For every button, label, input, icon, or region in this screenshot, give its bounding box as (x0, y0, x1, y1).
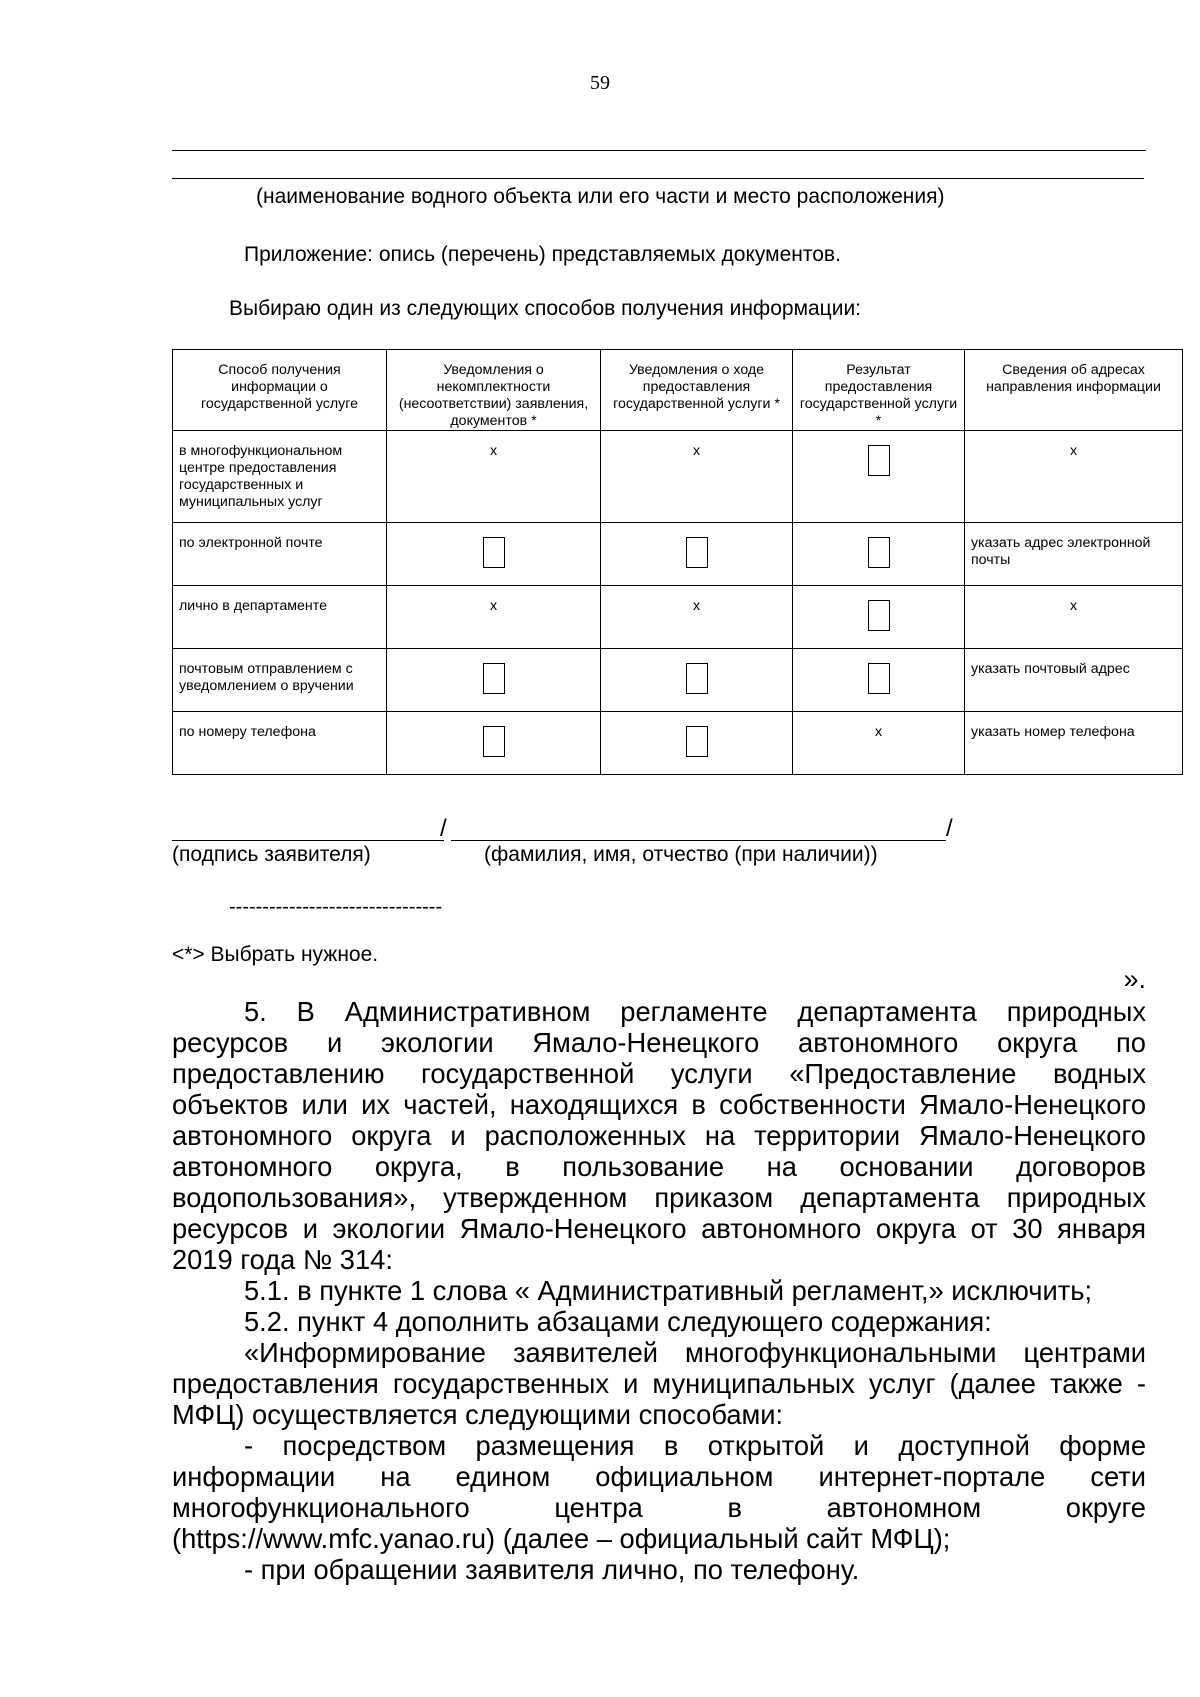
footnote-text: <*> Выбрать нужное. (172, 943, 379, 966)
checkbox-cell (793, 649, 965, 712)
header-addresses: Сведения об адресах направления информации (965, 350, 1183, 431)
underline-top (172, 150, 1146, 151)
header-method: Способ получения информации о государственной услуге (173, 350, 387, 431)
underline-water-object (172, 178, 1144, 179)
paragraph-mfc-info: «Информирование заявителей многофункциональными центрами предоставления государственных и муниципальных услуг (далее также - МФЦ) осуществляется следующими способами: (172, 1337, 1146, 1430)
not-applicable-mark: x (1069, 598, 1078, 614)
method-cell: в многофункциональном центре предоставления государственных и муниципальных услуг (173, 431, 387, 523)
signature-line (172, 840, 444, 841)
not-applicable-cell (601, 431, 793, 523)
option-checkbox[interactable] (686, 537, 708, 568)
amendments-text (172, 996, 1146, 1585)
method-cell: почтовым отправлением с уведомлением о вручении (173, 649, 387, 712)
table-row (173, 712, 1183, 775)
not-applicable-cell (965, 586, 1183, 649)
checkbox-cell (387, 649, 601, 712)
address-instruction-cell: указать почтовый адрес (965, 649, 1183, 712)
table-row (173, 586, 1183, 649)
paragraph-5-2: 5.2. пункт 4 дополнить абзацами следующего содержания: (244, 1306, 992, 1337)
page-number: 59 (590, 72, 610, 94)
checkbox-cell (793, 431, 965, 523)
option-checkbox[interactable] (868, 537, 890, 568)
not-applicable-cell (387, 431, 601, 523)
table-row (173, 649, 1183, 712)
name-line (451, 840, 946, 841)
option-checkbox[interactable] (483, 537, 505, 568)
checkbox-cell (387, 523, 601, 586)
signature-separator-2: / (946, 815, 953, 842)
option-checkbox[interactable] (868, 600, 890, 631)
table-row (173, 523, 1183, 586)
header-incompleteness: Уведомления о некомплектности (несоответствии) заявления, документов * (387, 350, 601, 431)
table-header-row (173, 350, 1183, 431)
method-cell: по электронной почте (173, 523, 387, 586)
not-applicable-mark: x (692, 443, 701, 459)
option-checkbox[interactable] (868, 445, 890, 476)
not-applicable-cell (601, 586, 793, 649)
checkbox-cell (387, 712, 601, 775)
header-progress: Уведомления о ходе предоставления государственной услуги * (601, 350, 793, 431)
checkbox-cell (793, 523, 965, 586)
checkbox-cell (601, 712, 793, 775)
header-result: Результат предоставления государственной услуги * (793, 350, 965, 431)
method-cell: лично в департаменте (173, 586, 387, 649)
not-applicable-cell (965, 431, 1183, 523)
methods-table (172, 349, 1183, 775)
option-checkbox[interactable] (686, 726, 708, 757)
signature-caption: (подпись заявителя) (172, 843, 371, 866)
signature-separator-1: / (440, 815, 447, 842)
checkbox-cell (793, 586, 965, 649)
footnote-separator: -------------------------------- (229, 896, 443, 918)
option-checkbox[interactable] (483, 663, 505, 694)
choose-method-text: Выбираю один из следующих способов получения информации: (229, 297, 862, 320)
table-row (173, 431, 1183, 523)
not-applicable-mark: x (489, 443, 498, 459)
closing-quote: ». (1123, 964, 1146, 994)
not-applicable-cell (793, 712, 965, 775)
address-instruction-cell: указать адрес электронной почты (965, 523, 1183, 586)
paragraph-mfc-website: - посредством размещения в открытой и доступной форме информации на едином официальном интернет-портале сети многофункционального центра в автономном округе (https://www.mfc.yanao.ru) (далее – официальный сайт МФЦ); (172, 1430, 1146, 1554)
not-applicable-cell (387, 586, 601, 649)
checkbox-cell (601, 523, 793, 586)
paragraph-5-1: 5.1. в пункте 1 слова « Административный регламент,» исключить; (244, 1275, 1093, 1306)
method-cell: по номеру телефона (173, 712, 387, 775)
name-caption: (фамилия, имя, отчество (при наличии)) (484, 843, 878, 866)
water-object-caption: (наименование водного объекта или его части и место расположения) (256, 185, 945, 208)
not-applicable-mark: x (874, 724, 883, 740)
address-instruction-cell: указать номер телефона (965, 712, 1183, 775)
attachment-text: Приложение: опись (перечень) представляемых документов. (244, 243, 841, 266)
not-applicable-mark: x (692, 598, 701, 614)
not-applicable-mark: x (1069, 443, 1078, 459)
option-checkbox[interactable] (483, 726, 505, 757)
paragraph-mfc-phone: - при обращении заявителя лично, по телефону. (244, 1554, 860, 1585)
paragraph-5: 5. В Административном регламенте департамента природных ресурсов и экологии Ямало-Ненецкого автономного округа по предоставлению государственной услуги «Предоставление водных объектов или их частей, находящихся в собственности Ямало-Ненецкого автономного округа и расположенных на территории Ямало-Ненецкого автономного округа, в пользование на основании договоров водопользования», утвержденном приказом департамента природных ресурсов и экологии Ямало-Ненецкого автономного округа от 30 января 2019 года № 314: (172, 996, 1146, 1275)
option-checkbox[interactable] (868, 663, 890, 694)
option-checkbox[interactable] (686, 663, 708, 694)
checkbox-cell (601, 649, 793, 712)
not-applicable-mark: x (489, 598, 498, 614)
